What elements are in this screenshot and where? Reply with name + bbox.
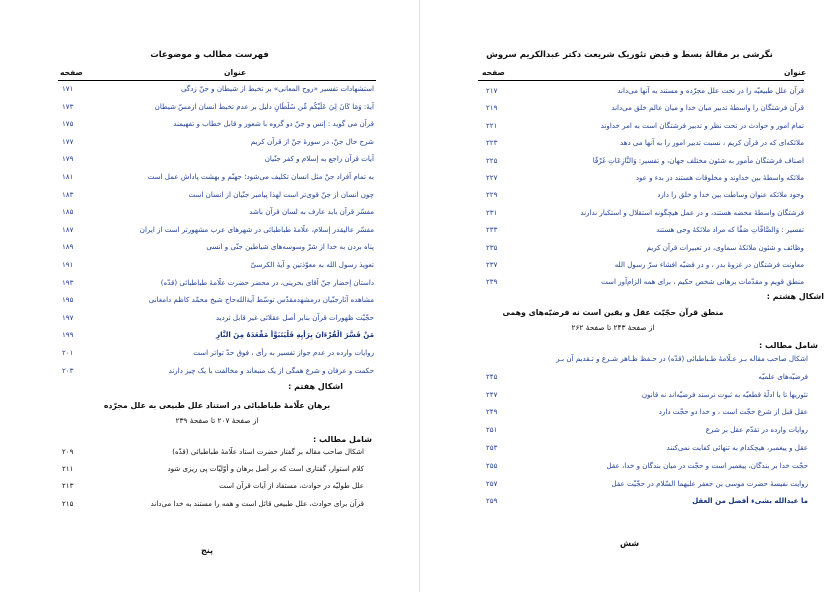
- toc-entry-page: ۲۵۳: [486, 443, 498, 452]
- toc-entry-page: ۲۵۱: [486, 425, 498, 435]
- toc-entry: [486, 243, 804, 253]
- toc-entry-title: ملائکه‌ای که در قرآن کریم ، نسبت تدبیر امور را به آنها می دهد: [620, 138, 804, 148]
- toc-entry: [62, 225, 374, 235]
- toc-entry-title: پناه بردن به خدا از شرّ وسوسه‌های شیاطین جنّی و انسی: [206, 242, 374, 252]
- toc-entry-title: کلام استوار، گفتاری است که بر أصل برهان و أوّلیّات پی ریزی شود: [167, 464, 364, 474]
- left-section-range: از صفحهٔ ۲۰۷ تا صفحهٔ ۲۳۹: [175, 416, 259, 425]
- toc-entry: [486, 354, 808, 364]
- toc-entry-title: فرشتگان واسطهٔ محضه هستند، و در عمل هیچگونه استقلال و استکبار ندارند: [580, 207, 804, 217]
- toc-entry-title: تئوریها تا با ادلّهٔ قطعیّه به ثبوت نرسند فرضیّه‌اند نه قانون: [641, 389, 808, 399]
- left-col-title: عنوان: [224, 68, 247, 77]
- toc-entry: [486, 496, 808, 506]
- toc-entry: [486, 225, 804, 235]
- toc-entry-title: معاونت فرشتگان در غزوهٔ بدر ، و در قضیّه افشاء سرّ رسول الله: [614, 260, 804, 269]
- toc-entry-title: استشهادات تفسیر «روح المعانی» بر تخبط از شیطان و جنّ زدگی: [180, 84, 374, 93]
- toc-entry-title: قرآن فرشتگان را واسطهٔ تدبیر میان خدا و میان عالم خلق می‌داند: [611, 103, 804, 113]
- toc-entry: [486, 86, 804, 96]
- toc-entry-page: ۲۱۷: [486, 86, 498, 95]
- toc-entry-title: حکمت و عرفان و شرع همگی از یک منبعاند و مخالفت با یک چیز دارند: [168, 365, 374, 375]
- toc-entry-page: ۱۷۵: [62, 119, 74, 129]
- toc-entry-page: ۲۱۱: [62, 464, 74, 474]
- toc-entry-title: قرآن برای حوادث، علل طبیعی قائل است و همه را مستند به خدا می‌داند: [150, 498, 364, 508]
- toc-entry: [62, 464, 364, 474]
- toc-entry-title: شرح حال جنّ، در سورهٔ جنّ از قرآن کریم: [250, 136, 374, 146]
- right-col-title: عنوان: [784, 68, 807, 77]
- right-page-header: نگرشی بر مقالهٔ بسط و قبض تئوریک شریعت دکتر عبدالکریم سروش: [486, 50, 773, 60]
- toc-entry-title: منطق قویم و مقدّمات برهانی شخص حکیم ، برای همه الزام‌آور است: [601, 277, 804, 287]
- toc-entry: [62, 190, 374, 200]
- toc-entry-title: مشاهده آثارجنّیان درمشهدمقدّس توسّط آیةالله‌حاج شیخ محمّد کاظم دامغانی: [148, 295, 374, 305]
- toc-entry: [62, 278, 374, 288]
- left-col-page: صفحه: [60, 68, 83, 77]
- toc-entry-title: اصناف فرشتگان مأمور به شئون مختلف جهان، و تفسیر: وَالنَّازِعَاتِ غَرْقًا: [592, 155, 804, 165]
- toc-entry-title: چون انسان از جنّ قوی‌تر است لهذا پیامبر جنّیان از انسان است: [188, 189, 374, 199]
- toc-entry: [486, 156, 804, 166]
- toc-entry: [62, 499, 364, 509]
- left-section-subtitle: شامل مطالب :: [313, 435, 372, 444]
- toc-entry: [62, 84, 374, 94]
- toc-entry: [62, 172, 374, 182]
- right-page-number: شش: [620, 539, 640, 548]
- toc-entry-title: به تمام آفراد جنّ مثل انسان تکلیف می‌شود؛ جهنّم و بهشت پاداش عمل است: [147, 172, 374, 181]
- toc-entry-page: ۲۳۷: [486, 260, 498, 269]
- toc-entry: [486, 103, 804, 113]
- toc-entry-page: ۱۹۹: [62, 330, 74, 340]
- left-page-header: فهرست مطالب و موضوعات: [150, 50, 269, 60]
- toc-entry: [62, 137, 374, 147]
- toc-entry-title: روایات وارده در عدم جواز تفسیر به رأی ، فوق حدّ تواتر است: [193, 348, 374, 357]
- toc-entry: [486, 425, 808, 435]
- right-section-label: اشکال هشتم :: [766, 292, 824, 301]
- toc-entry-page: ۱۸۵: [62, 207, 74, 217]
- toc-entry: [486, 173, 804, 183]
- toc-entry-title: داستان إحضار جنّ آقای بحرینی، در محضر حضرت علّامهٔ طباطبائی (قدّه): [160, 277, 374, 287]
- right-page: [419, 0, 838, 592]
- toc-entry-page: ۲۳۵: [486, 242, 498, 252]
- toc-entry-page: ۲۵۵: [486, 460, 498, 470]
- toc-entry: [62, 242, 374, 252]
- toc-entry: [486, 121, 804, 131]
- left-section-title: برهان علّامهٔ طباطبائی در استناد علل طبیعی به علل مجرّده: [103, 401, 331, 410]
- toc-entry: [486, 138, 804, 148]
- toc-entry: [62, 154, 374, 164]
- toc-entry-page: ۲۴۷: [486, 389, 498, 399]
- toc-entry-page: ۲۰۳: [62, 365, 74, 375]
- toc-entry: [62, 481, 364, 491]
- toc-entry-title: عقل و پیغمبر، هیچکدام به تنهائی کفایت نمی‌کنند: [666, 443, 808, 452]
- toc-entry: [62, 207, 374, 217]
- toc-entry: [62, 313, 374, 323]
- toc-entry-title: مفسّر قرآن باید عارف به لسان قرآن باشد: [249, 207, 374, 217]
- toc-entry-page: ۱۹۵: [62, 295, 74, 305]
- toc-entry-page: ۲۱۵: [62, 498, 74, 508]
- toc-entry-title: روایات وارده در تقدّم عقل بر شرع: [705, 425, 808, 435]
- toc-entry-page: ۲۰۹: [62, 447, 74, 456]
- toc-entry: [486, 479, 808, 489]
- toc-entry: [486, 208, 804, 218]
- toc-entry: [486, 372, 808, 382]
- toc-entry-page: ۱۷۷: [62, 136, 74, 146]
- toc-entry-title: عقل قبل از شرع حجّت است ، و خدا دو حجّت دارد: [658, 407, 808, 417]
- toc-entry-title: علل طولیّه در حوادث، مستفاد از آیات قرآن است: [219, 481, 364, 491]
- toc-entry-title: تعویذ رسول الله به معوّذتین و آیهٔ الکرسیّ: [250, 260, 374, 269]
- toc-entry: [486, 390, 808, 400]
- toc-entry-page: ۲۲۹: [486, 190, 498, 200]
- toc-entry-page: ۱۹۷: [62, 312, 74, 322]
- toc-entry-title: حجّیّت ظهورات قرآن بنابر أصل عقلائی غیر قابل تردید: [215, 312, 374, 322]
- toc-entry-page: ۲۱۳: [62, 481, 74, 491]
- right-section-range: از صفحهٔ ۲۴۳ تا صفحهٔ ۲۶۲: [571, 323, 655, 332]
- toc-entry-title: روایت نفیسهٔ حضرت موسی بن جعفر علیهما السّلام در حجّیّت عقل: [611, 478, 808, 488]
- toc-entry-page: ۱۹۱: [62, 260, 74, 269]
- toc-entry: [62, 447, 364, 457]
- toc-entry: [62, 366, 374, 376]
- toc-entry-page: ۲۳۱: [486, 207, 498, 217]
- toc-entry-title: وجود ملائکه عنوان وساطت بین خدا و خلق را دارد: [657, 190, 804, 200]
- toc-entry: [486, 407, 808, 417]
- toc-entry-title: اشکال صاحب مقاله بـر عـلّامهٔ طـباطبائی (قدّه) در حـفظ ظـاهر شـرع و تـقدیم آن بـر: [556, 354, 808, 363]
- toc-entry-page: ۲۲۷: [486, 173, 498, 182]
- right-section-title: منطق قرآن حجّیّت عقل و یقین است نه فرضیّه‌های وهمی: [502, 308, 724, 317]
- toc-entry-page: ۲۱۹: [486, 103, 498, 113]
- toc-entry-title: قرآن می گوید : إنس و جنّ دو گروه با شعور و قابل خطاب و تفهیمند: [173, 119, 374, 129]
- toc-entry-page: ۲۲۵: [486, 155, 498, 165]
- toc-entry: [486, 443, 808, 453]
- toc-entry-page: ۲۰۱: [62, 348, 74, 357]
- toc-entry-title: وظائف و شئون ملائکهٔ سماوی، در تعبیرات قرآن کریم: [646, 242, 804, 252]
- right-col-page: صفحه: [482, 68, 505, 77]
- toc-entry: [486, 461, 808, 471]
- toc-entry-title: قرآن علل طبیعیّه را در تحت علل مجرّده و مستند به آنها می‌داند: [617, 86, 804, 95]
- toc-entry-title: ما عبدالله بشیء أفضل من العقل: [692, 496, 808, 506]
- toc-entry-page: ۲۲۱: [486, 120, 498, 130]
- toc-entry-page: ۱۸۷: [62, 224, 74, 234]
- toc-entry-title: آیات قرآن راجع به إسلام و کفر جنّیان: [264, 154, 374, 164]
- toc-entry-page: ۲۵۷: [486, 478, 498, 488]
- toc-entry: [486, 260, 804, 270]
- toc-entry: [62, 295, 374, 305]
- toc-entry-title: مَنْ فَسَّرَ الْقُرْءَانَ بِرَأْيِهِ فَلْيَتَبَوَّأْ مَقْعَدَهُ مِنَ النَّارِ: [216, 330, 374, 340]
- toc-entry-title: اشکال صاحب مقاله بر گفتار حضرت استاد علّامهٔ طباطبائی (قدّه): [172, 447, 364, 456]
- toc-entry-page: ۱۷۹: [62, 154, 74, 164]
- right-header-rule: [478, 80, 804, 81]
- toc-entry-page: ۲۴۵: [486, 371, 498, 381]
- toc-entry-title: حجّت خدا بر بندگان، پیغمبر است و حجّت در میان بندگان و خدا، عقل: [606, 460, 808, 470]
- toc-entry-page: ۲۲۳: [486, 138, 498, 148]
- toc-entry-page: ۱۸۳: [62, 189, 74, 199]
- toc-entry: [62, 330, 374, 340]
- toc-entry-title: ملائکه واسطهٔ بین خداوند و مخلوقات هستند در بدء و عود: [635, 173, 804, 182]
- toc-entry-title: فرضیّه‌های علمیّه: [758, 371, 808, 381]
- toc-entry: [486, 277, 804, 287]
- toc-entry: [62, 102, 374, 112]
- toc-entry-title: مفسّر عالیقدر إسلام، علّامهٔ طباطبائی در شهرهای عرب مشهورتر است از ایران: [139, 224, 374, 234]
- left-section-label: اشکال هفتم :: [288, 382, 343, 391]
- left-page-number: پنج: [201, 546, 214, 555]
- toc-entry-page: ۱۹۳: [62, 277, 74, 287]
- toc-entry: [62, 260, 374, 270]
- toc-entry-page: ۲۵۹: [486, 496, 498, 506]
- toc-entry-page: ۱۸۹: [62, 242, 74, 252]
- toc-entry-page: ۲۳۹: [486, 277, 498, 287]
- toc-entry-title: تمام امور و حوادث در تحت نظر و تدبیر فرشتگان است به امر خداوند: [600, 120, 804, 130]
- toc-entry: [62, 119, 374, 129]
- toc-entry-title: تفسیر : وَالصَّافَّاتِ صَفًّا که مراد ملائکهٔ وحی هستند: [656, 225, 804, 235]
- toc-entry-page: ۱۸۱: [62, 172, 74, 181]
- left-header-rule: [58, 80, 376, 81]
- toc-entry-page: ۱۷۱: [62, 84, 74, 93]
- toc-entry-title: آیهٔ: وَمَا كَانَ لِيَ عَلَيْكُم مِّن سُلْطَانٍ دلیل بر عدم تخبط انسان ازمسّ شیطان: [154, 101, 374, 111]
- toc-entry-page: ۲۳۳: [486, 225, 498, 235]
- right-section-subtitle: شامل مطالب :: [759, 341, 818, 350]
- toc-entry: [486, 190, 804, 200]
- toc-entry: [62, 348, 374, 358]
- toc-entry-page: ۲۴۹: [486, 407, 498, 417]
- toc-entry-page: ۱۷۳: [62, 101, 74, 111]
